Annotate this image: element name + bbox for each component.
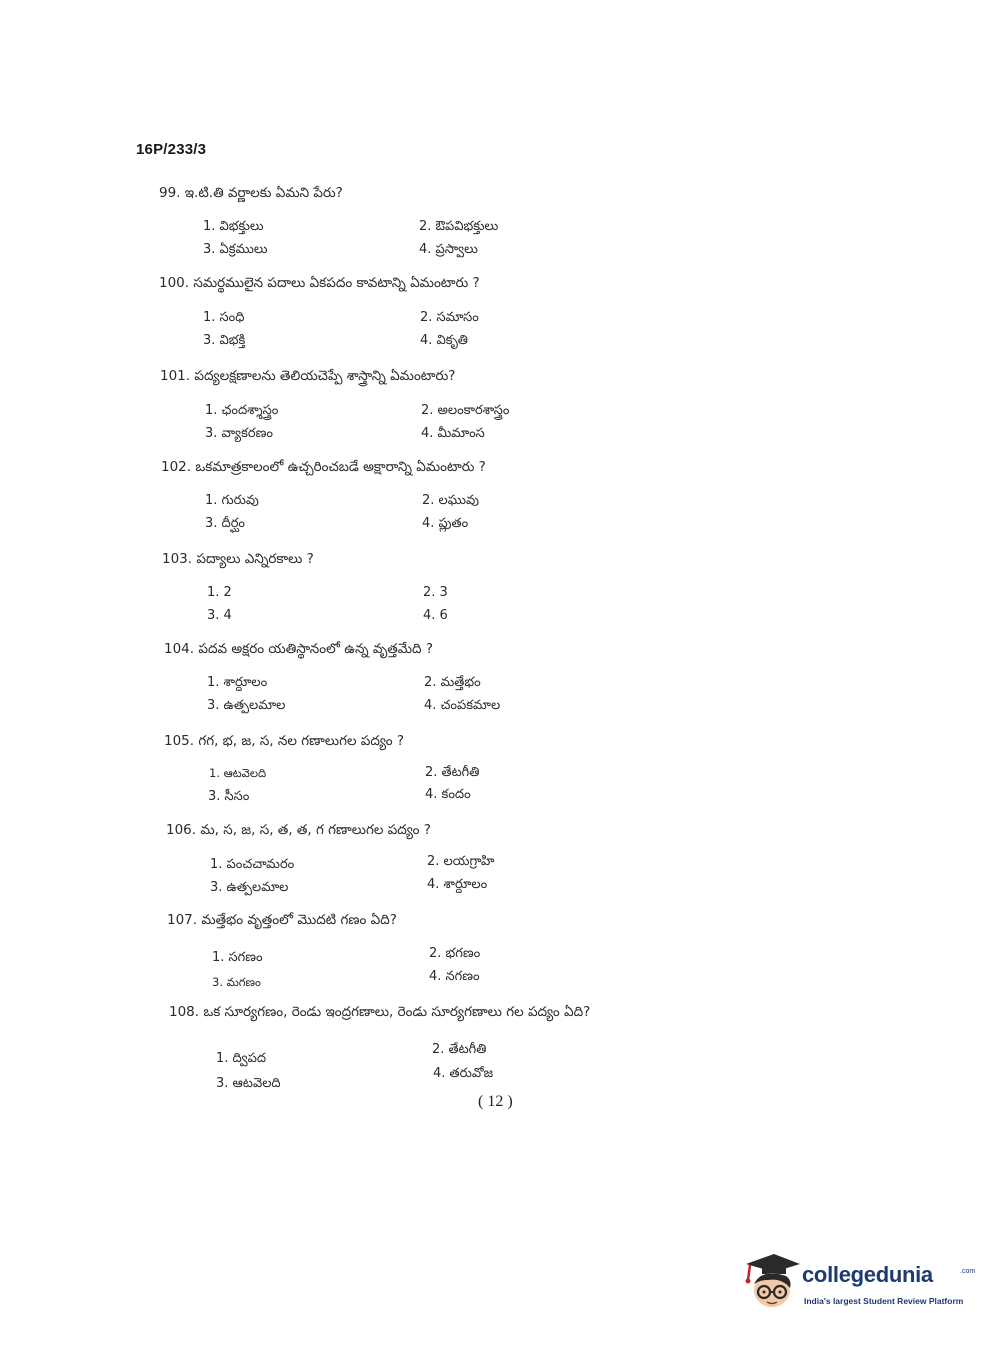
question-102-option-3: 3. దీర్ఘం <box>205 516 246 531</box>
question-101-text: 101. పద్యలక్షణాలను తెలియచెప్పే శాస్త్రాన్ని ఏమంటారు? <box>160 368 456 384</box>
logo-tagline: India's largest Student Review Platform <box>804 1296 964 1306</box>
question-103-option-4: 4. 6 <box>423 608 448 623</box>
question-105-option-2: 2. తేటగీతి <box>425 765 480 780</box>
mascot-icon <box>742 1250 802 1312</box>
question-106-option-4: 4. శార్దూలం <box>427 877 488 892</box>
question-104-text: 104. పదవ అక్షరం యతిస్థానంలో ఉన్న వృత్తమేది ? <box>164 641 433 657</box>
question-99-option-4: 4. ప్రస్వాలు <box>419 242 478 257</box>
question-102-option-2: 2. లఘువు <box>422 493 479 508</box>
paper-code: 16P/233/3 <box>136 141 207 158</box>
question-108-text: 108. ఒక సూర్యగణం, రెండు ఇంద్రగణాలు, రెండు సూర్యగణాలు గల పద్యం ఏది? <box>169 1004 591 1020</box>
question-100-option-2: 2. సమాసం <box>420 310 479 325</box>
question-106-option-1: 1. పంచచామరం <box>210 857 295 872</box>
question-105-text: 105. గగ, భ, జ, స, నల గణాలుగల పద్యం ? <box>164 733 405 749</box>
question-102-text: 102. ఒకమాత్రకాలంలో ఉచ్చరించబడే అక్షారాన్ని ఏమంటారు ? <box>161 459 486 475</box>
question-107-text: 107. మత్తేభం వృత్తంలో మొదటి గణం ఏది? <box>167 912 397 928</box>
question-102-option-4: 4. ప్లుతం <box>422 516 469 531</box>
question-103-option-2: 2. 3 <box>423 585 448 600</box>
question-104-option-4: 4. చంపకమాల <box>424 698 501 713</box>
question-107-option-3: 3. మగణం <box>212 975 261 989</box>
question-105-option-1: 1. ఆటవెలది <box>209 766 267 780</box>
question-101-option-1: 1. ఛందశ్శాస్త్రం <box>205 403 279 418</box>
question-103-option-3: 3. 4 <box>207 608 232 623</box>
question-106-option-2: 2. లయగ్రాహి <box>427 854 495 869</box>
logo-name: collegedunia <box>802 1262 933 1287</box>
question-99-option-1: 1. విభక్తులు <box>203 219 264 234</box>
collegedunia-logo <box>742 1250 976 1312</box>
question-99-option-2: 2. ఔపవిభక్తులు <box>419 219 499 234</box>
question-108-option-1: 1. ద్విపద <box>216 1051 266 1066</box>
question-104-option-1: 1. శార్దూలం <box>207 675 268 690</box>
question-99-option-3: 3. ఏక్రములు <box>203 242 268 257</box>
question-105-option-4: 4. కందం <box>425 787 471 802</box>
question-108-option-4: 4. తరువోజ <box>433 1066 494 1081</box>
question-101-option-4: 4. మీమాంస <box>421 426 485 441</box>
page-number: ( 12 ) <box>478 1093 513 1110</box>
question-105-option-3: 3. సీసం <box>208 789 250 804</box>
question-107-option-1: 1. సగణం <box>212 950 263 965</box>
question-102-option-1: 1. గురువు <box>205 493 259 508</box>
question-101-option-2: 2. అలంకారశాస్త్రం <box>421 403 510 418</box>
question-108-option-3: 3. ఆటవెలది <box>216 1076 281 1091</box>
question-100-text: 100. సమర్థములైన పదాలు ఏకపదం కావటాన్ని ఏమంటారు ? <box>159 275 480 291</box>
question-106-option-3: 3. ఉత్పలమాల <box>210 880 289 895</box>
question-100-option-1: 1. సంధి <box>203 310 245 325</box>
question-103-text: 103. పద్యాలు ఎన్నిరకాలు ? <box>162 551 314 567</box>
question-100-option-3: 3. విభక్తి <box>203 333 246 348</box>
question-104-option-2: 2. మత్తేభం <box>424 675 481 690</box>
question-99-text: 99. ఇ.టి.తి వర్ణాలకు ఏమని పేరు? <box>159 185 343 201</box>
question-100-option-4: 4. వికృతి <box>420 333 468 348</box>
question-103-option-1: 1. 2 <box>207 585 232 600</box>
question-107-option-2: 2. భగణం <box>429 946 481 961</box>
question-108-option-2: 2. తేటగీతి <box>432 1042 487 1057</box>
question-107-option-4: 4. నగణం <box>429 969 480 984</box>
question-106-text: 106. మ, స, జ, స, త, త, గ గణాలుగల పద్యం ? <box>166 822 431 838</box>
question-104-option-3: 3. ఉత్పలమాల <box>207 698 286 713</box>
question-101-option-3: 3. వ్యాకరణం <box>205 426 273 441</box>
logo-suffix: .com <box>960 1268 976 1275</box>
